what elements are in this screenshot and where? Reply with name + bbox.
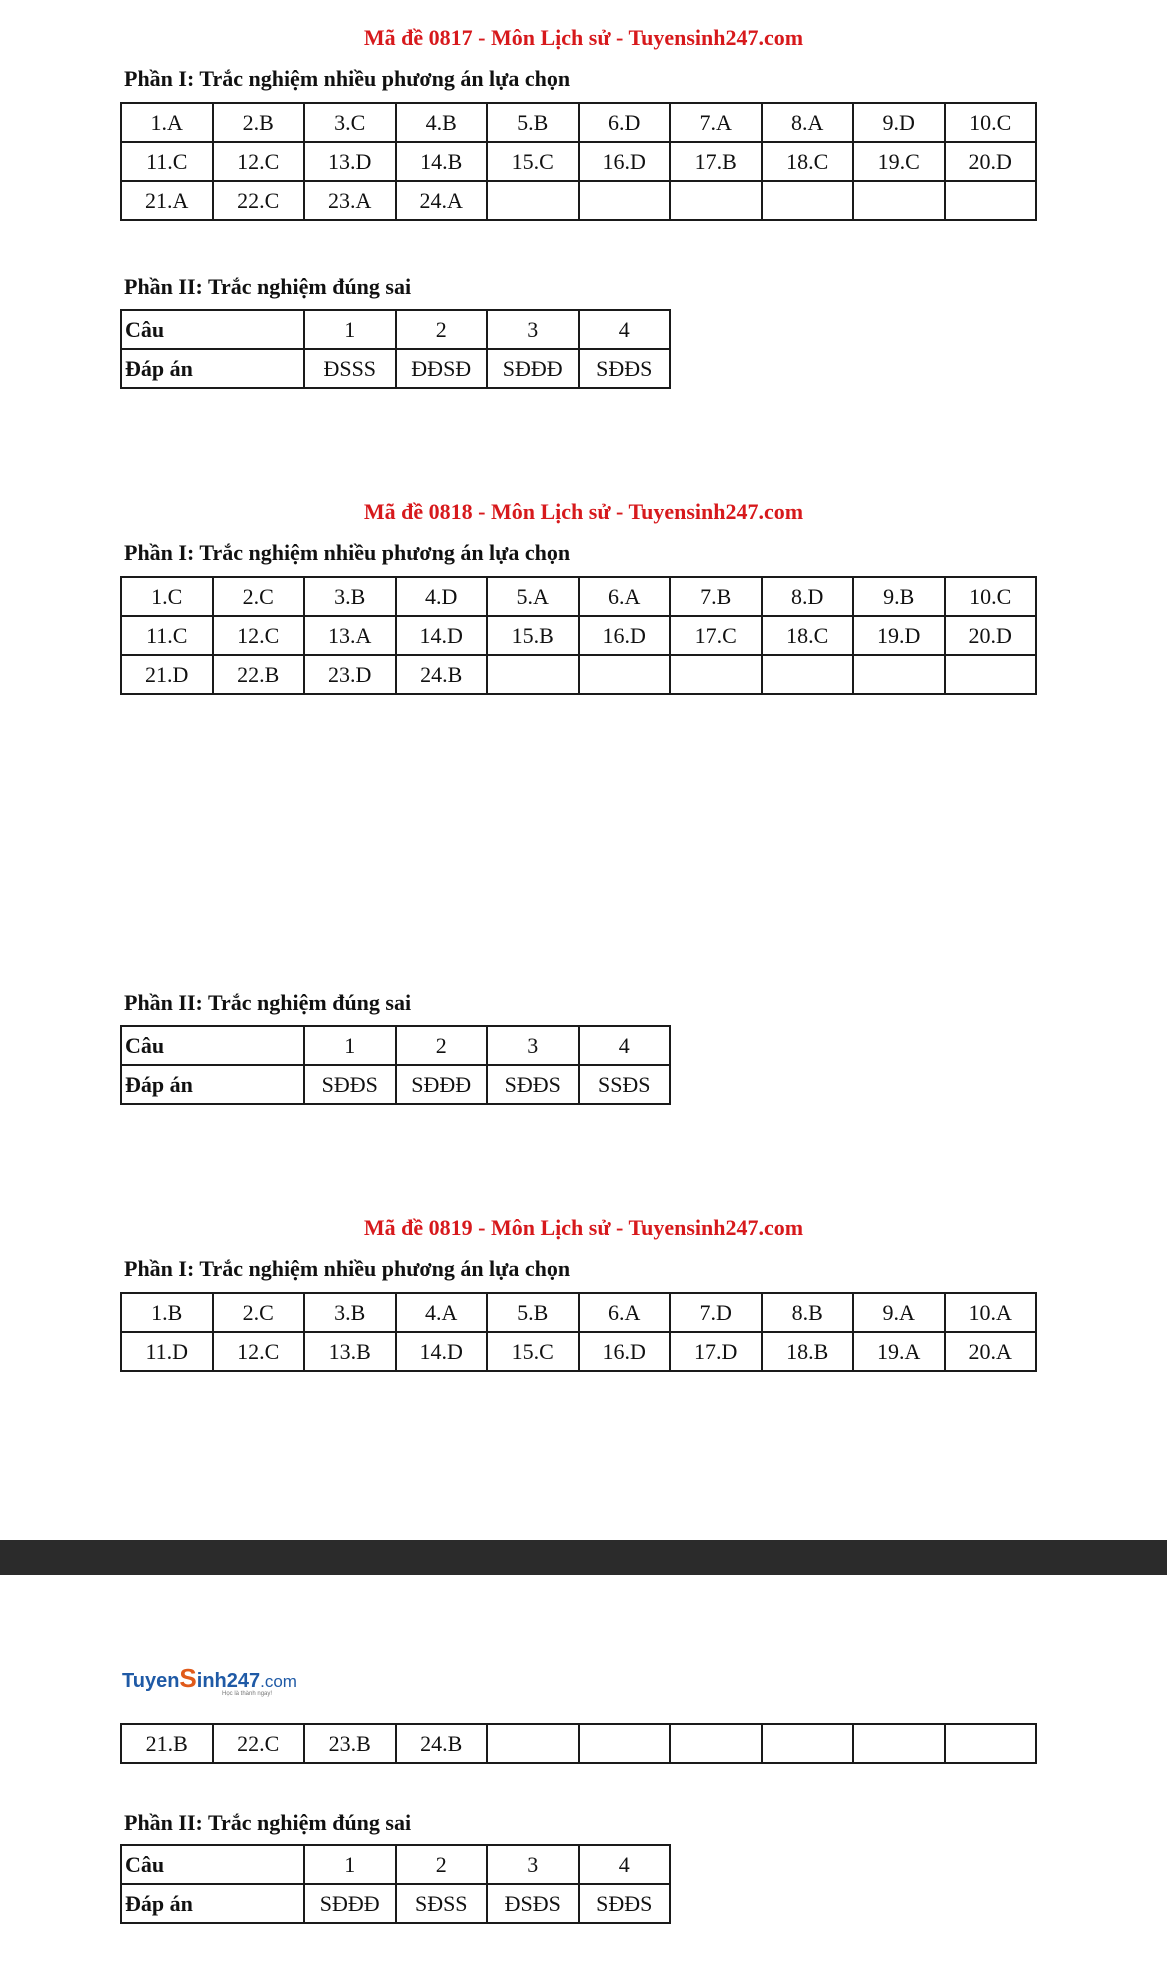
table-row [121, 577, 1036, 616]
section-title: Mã đề 0817 - Môn Lịch sử - Tuyensinh247.com [363, 25, 804, 50]
question-number-cell: 2 [396, 1026, 488, 1065]
answer-cell: 9.B [853, 577, 945, 616]
answer-cell [579, 181, 671, 220]
answer-cell: 4.D [396, 577, 488, 616]
answer-cell: 11.D [121, 1332, 213, 1371]
answer-cell: SSĐS [579, 1065, 671, 1104]
answer-cell: 21.A [121, 181, 213, 220]
answer-cell: 24.A [396, 181, 488, 220]
table-row [121, 1332, 1036, 1371]
answer-cell: 18.C [762, 142, 854, 181]
question-number-cell: 2 [396, 1845, 488, 1884]
answer-cell: 23.D [304, 655, 396, 694]
answer-cell [853, 181, 945, 220]
answer-cell: 10.C [945, 103, 1037, 142]
answer-cell [945, 181, 1037, 220]
tuyensinh247-logo: TuyenSinh247.com Học là thành ngay! [122, 1663, 297, 1697]
row-label-answer: Đáp án [121, 1884, 304, 1923]
answer-cell: 23.A [304, 181, 396, 220]
answer-cell [945, 655, 1037, 694]
row-label-question: Câu [121, 310, 304, 349]
answer-cell [579, 655, 671, 694]
answer-cell: 1.B [121, 1293, 213, 1332]
question-number-cell: 4 [579, 1026, 671, 1065]
part1-heading: Phần I: Trắc nghiệm nhiều phương án lựa chọn [124, 66, 571, 91]
question-number-cell: 4 [579, 1845, 671, 1884]
question-number-cell: 3 [487, 1026, 579, 1065]
table-row [121, 103, 1036, 142]
answer-cell: 1.A [121, 103, 213, 142]
answer-cell: 11.C [121, 142, 213, 181]
answer-cell: 11.C [121, 616, 213, 655]
answer-cell: 21.D [121, 655, 213, 694]
question-number-cell: 1 [304, 310, 396, 349]
answer-cell [945, 1724, 1037, 1763]
answer-cell: 5.A [487, 577, 579, 616]
table-row [121, 1065, 670, 1104]
answer-cell [762, 1724, 854, 1763]
answer-cell [853, 655, 945, 694]
answer-cell: 20.D [945, 616, 1037, 655]
answer-cell: 14.D [396, 616, 488, 655]
answer-cell [579, 1724, 671, 1763]
answer-cell: 24.B [396, 1724, 488, 1763]
question-number-cell: 1 [304, 1026, 396, 1065]
answer-cell: 24.B [396, 655, 488, 694]
answer-cell [853, 1724, 945, 1763]
question-number-cell: 3 [487, 310, 579, 349]
answer-cell: ĐĐSĐ [396, 349, 488, 388]
row-label-answer: Đáp án [121, 1065, 304, 1104]
answer-cell: 7.B [670, 577, 762, 616]
answer-cell: 2.C [213, 577, 305, 616]
answer-cell: 6.A [579, 577, 671, 616]
answer-cell: SĐSS [396, 1884, 488, 1923]
part1-answer-table-continued [120, 1723, 1037, 1764]
answer-cell: 20.A [945, 1332, 1037, 1371]
answer-cell: 10.C [945, 577, 1037, 616]
question-number-cell: 1 [304, 1845, 396, 1884]
answer-cell: 9.A [853, 1293, 945, 1332]
part1-answer-table [120, 102, 1037, 221]
answer-cell: 22.C [213, 181, 305, 220]
answer-cell: 8.B [762, 1293, 854, 1332]
answer-cell: 3.B [304, 1293, 396, 1332]
answer-cell: 12.C [213, 1332, 305, 1371]
answer-cell: 12.C [213, 616, 305, 655]
answer-cell: SĐĐĐ [396, 1065, 488, 1104]
answer-cell: 2.C [213, 1293, 305, 1332]
answer-cell: 15.C [487, 142, 579, 181]
row-label-question: Câu [121, 1845, 304, 1884]
part2-true-false-table [120, 309, 671, 389]
answer-cell: 5.B [487, 1293, 579, 1332]
answer-cell: 7.D [670, 1293, 762, 1332]
answer-cell: ĐSSS [304, 349, 396, 388]
answer-cell: 3.C [304, 103, 396, 142]
answer-cell: 17.B [670, 142, 762, 181]
table-row [121, 1845, 670, 1884]
answer-cell: 21.B [121, 1724, 213, 1763]
table-row [121, 349, 670, 388]
answer-cell: 4.A [396, 1293, 488, 1332]
answer-cell: 16.D [579, 616, 671, 655]
answer-cell: SĐĐĐ [487, 349, 579, 388]
answer-cell: 20.D [945, 142, 1037, 181]
answer-cell: 18.B [762, 1332, 854, 1371]
answer-cell: 12.C [213, 142, 305, 181]
answer-cell: SĐĐS [579, 1884, 671, 1923]
answer-cell: 19.A [853, 1332, 945, 1371]
answer-cell [487, 181, 579, 220]
answer-cell [487, 1724, 579, 1763]
answer-cell: 8.D [762, 577, 854, 616]
section-title: Mã đề 0818 - Môn Lịch sử - Tuyensinh247.com [363, 499, 804, 524]
answer-cell: 10.A [945, 1293, 1037, 1332]
answer-cell: 13.D [304, 142, 396, 181]
part2-true-false-table [120, 1025, 671, 1105]
part2-heading: Phần II: Trắc nghiệm đúng sai [124, 990, 412, 1015]
part2-heading: Phần II: Trắc nghiệm đúng sai [124, 274, 412, 299]
answer-cell [762, 655, 854, 694]
table-row [121, 616, 1036, 655]
page-break-band [0, 1540, 1167, 1575]
part1-heading: Phần I: Trắc nghiệm nhiều phương án lựa chọn [124, 1256, 571, 1281]
answer-cell [487, 655, 579, 694]
answer-cell: 14.B [396, 142, 488, 181]
question-number-cell: 3 [487, 1845, 579, 1884]
answer-cell: SĐĐS [579, 349, 671, 388]
answer-cell: 19.C [853, 142, 945, 181]
part2-true-false-table [120, 1844, 671, 1924]
answer-cell: 23.B [304, 1724, 396, 1763]
answer-cell: 15.C [487, 1332, 579, 1371]
answer-cell: 16.D [579, 1332, 671, 1371]
answer-cell [670, 1724, 762, 1763]
answer-cell: SĐĐS [487, 1065, 579, 1104]
table-row [121, 1884, 670, 1923]
answer-cell: SĐĐĐ [304, 1884, 396, 1923]
row-label-answer: Đáp án [121, 349, 304, 388]
answer-cell: 22.C [213, 1724, 305, 1763]
answer-cell: SĐĐS [304, 1065, 396, 1104]
answer-cell: 6.A [579, 1293, 671, 1332]
answer-cell: 18.C [762, 616, 854, 655]
table-row [121, 142, 1036, 181]
table-row [121, 1293, 1036, 1332]
answer-cell: 2.B [213, 103, 305, 142]
answer-cell: 15.B [487, 616, 579, 655]
answer-cell [670, 181, 762, 220]
answer-cell: 13.B [304, 1332, 396, 1371]
part1-answer-table [120, 1292, 1037, 1372]
answer-cell: 16.D [579, 142, 671, 181]
question-number-cell: 2 [396, 310, 488, 349]
answer-cell: 7.A [670, 103, 762, 142]
part2-heading: Phần II: Trắc nghiệm đúng sai [124, 1810, 412, 1835]
answer-cell: 17.C [670, 616, 762, 655]
answer-cell [762, 181, 854, 220]
question-number-cell: 4 [579, 310, 671, 349]
row-label-question: Câu [121, 1026, 304, 1065]
answer-cell: 4.B [396, 103, 488, 142]
section-title: Mã đề 0819 - Môn Lịch sử - Tuyensinh247.com [363, 1215, 804, 1240]
table-row [121, 1026, 670, 1065]
answer-cell: 6.D [579, 103, 671, 142]
answer-cell: 5.B [487, 103, 579, 142]
table-row [121, 181, 1036, 220]
answer-cell: 19.D [853, 616, 945, 655]
answer-cell: 13.A [304, 616, 396, 655]
part1-answer-table [120, 576, 1037, 695]
answer-cell: ĐSĐS [487, 1884, 579, 1923]
table-row [121, 655, 1036, 694]
answer-cell: 1.C [121, 577, 213, 616]
part1-heading: Phần I: Trắc nghiệm nhiều phương án lựa chọn [124, 540, 571, 565]
answer-cell: 3.B [304, 577, 396, 616]
answer-cell: 17.D [670, 1332, 762, 1371]
answer-cell: 9.D [853, 103, 945, 142]
answer-cell: 14.D [396, 1332, 488, 1371]
table-row [121, 310, 670, 349]
table-row [121, 1724, 1036, 1763]
answer-cell: 8.A [762, 103, 854, 142]
answer-cell: 22.B [213, 655, 305, 694]
answer-cell [670, 655, 762, 694]
